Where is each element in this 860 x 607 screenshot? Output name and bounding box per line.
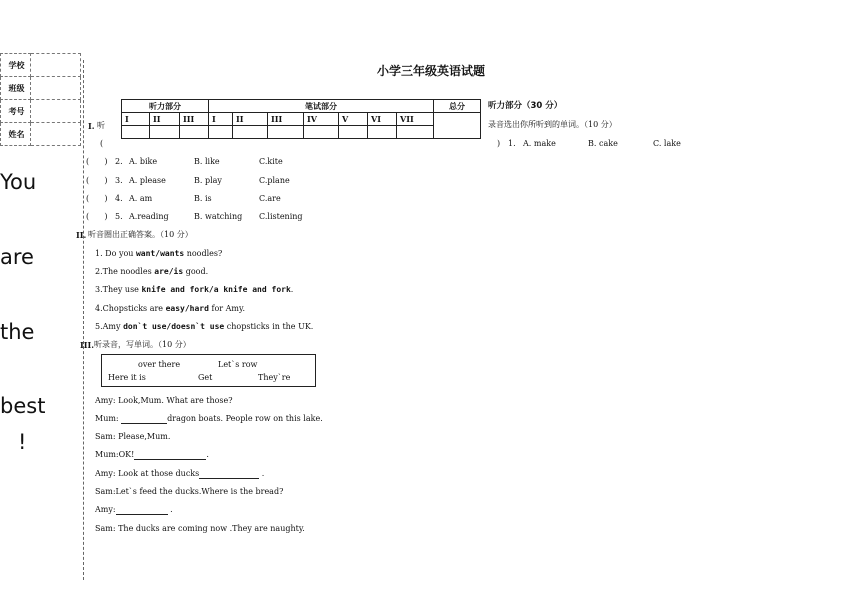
- score-cell[interactable]: [339, 126, 368, 139]
- class-label: 班级: [1, 77, 31, 100]
- col-header: VI: [368, 113, 397, 126]
- score-cell[interactable]: [268, 126, 304, 139]
- motto-word: You: [0, 170, 37, 194]
- motto-word: best: [0, 394, 46, 418]
- option-b[interactable]: B. watching: [194, 212, 243, 221]
- word-bank-word: Here it is: [108, 373, 146, 382]
- item-number: 1.: [508, 139, 516, 148]
- option-c[interactable]: C.plane: [259, 176, 290, 185]
- motto-word: the: [0, 320, 35, 344]
- listening-section-header: 听力部分（30 分）: [488, 101, 563, 111]
- option-a[interactable]: A. make: [523, 139, 556, 148]
- option-c[interactable]: C.are: [259, 194, 281, 203]
- option-a[interactable]: A. bike: [129, 157, 158, 166]
- score-cell[interactable]: [368, 126, 397, 139]
- motto-word: are: [0, 245, 34, 269]
- score-cell[interactable]: [209, 126, 233, 139]
- dialog-line: Sam: Please,Mum.: [95, 432, 171, 441]
- total-header: 总分: [434, 100, 481, 113]
- item-number: 3.: [115, 176, 123, 185]
- class-field[interactable]: [31, 77, 81, 100]
- item-paren: ( ): [86, 157, 108, 166]
- word-bank-word: over there: [138, 360, 181, 369]
- section2-item: 3.They use knife and fork/a knife and fork.: [95, 285, 294, 294]
- written-group-header: 笔试部分: [209, 100, 434, 113]
- school-label: 学校: [1, 54, 31, 77]
- score-cell[interactable]: [150, 126, 180, 139]
- student-info-table: [0, 53, 81, 146]
- listening-group-header: 听力部分: [122, 100, 209, 113]
- col-header: III: [268, 113, 304, 126]
- option-b[interactable]: B. cake: [588, 139, 618, 148]
- fill-blank[interactable]: [134, 451, 206, 460]
- section1-lead: 听: [97, 121, 105, 130]
- section3-instruction: 听录音，写单词。（10 分）: [94, 340, 191, 349]
- answer-choice[interactable]: don`t use/doesn`t use: [123, 322, 225, 331]
- col-header: VII: [397, 113, 434, 126]
- option-a[interactable]: A. please: [129, 176, 166, 185]
- section2-item: 5.Amy don`t use/doesn`t use chopsticks in the UK.: [95, 322, 314, 331]
- section2-number: II.: [76, 230, 87, 240]
- dialog-line: Sam:Let`s feed the ducks.Where is the bread?: [95, 487, 284, 496]
- fill-blank[interactable]: [116, 506, 168, 515]
- item-paren: ): [497, 139, 501, 148]
- section2-instruction: 听音圈出正确答案。（10 分）: [88, 230, 193, 239]
- option-a[interactable]: A.reading: [129, 212, 169, 221]
- score-cell[interactable]: [397, 126, 434, 139]
- item-paren: ( ): [86, 176, 108, 185]
- section1-paren: (: [100, 139, 104, 148]
- dialog-line: Amy: Look at those ducks .: [95, 469, 265, 478]
- answer-choice[interactable]: want/wants: [135, 249, 185, 258]
- col-header: II: [150, 113, 180, 126]
- dialog-line: Amy: .: [95, 505, 173, 514]
- item-number: 2.: [115, 157, 123, 166]
- dialog-line: Mum:OK! .: [95, 450, 209, 459]
- motto-word: !: [18, 430, 27, 454]
- section3-number: III.: [80, 340, 95, 350]
- option-b[interactable]: B. is: [194, 194, 212, 203]
- option-c[interactable]: C.kite: [259, 157, 283, 166]
- score-cell[interactable]: [122, 126, 150, 139]
- dialog-line: Amy: Look,Mum. What are those?: [95, 396, 233, 405]
- name-label: 姓名: [1, 123, 31, 146]
- dialog-line: Mum: dragon boats. People row on this lake.: [95, 414, 323, 423]
- score-cell[interactable]: [233, 126, 268, 139]
- score-cell[interactable]: [180, 126, 209, 139]
- section2-item: 2.The noodles are/is good.: [95, 267, 209, 276]
- total-score-cell[interactable]: [434, 113, 481, 139]
- col-header: IV: [304, 113, 339, 126]
- option-b[interactable]: B. like: [194, 157, 220, 166]
- exam-number-field[interactable]: [31, 100, 81, 123]
- section1-instruction: 录音选出你所听到的单词。（10 分）: [488, 120, 617, 129]
- option-c[interactable]: C.listening: [259, 212, 303, 221]
- option-a[interactable]: A. am: [129, 194, 153, 203]
- exam-number-label: 考号: [1, 100, 31, 123]
- word-bank-word: Let`s row: [218, 360, 258, 369]
- section2-item: 1. Do you want/wants noodles?: [95, 249, 223, 258]
- item-number: 4.: [115, 194, 123, 203]
- section1-number: I.: [88, 121, 95, 131]
- fill-blank[interactable]: [121, 415, 167, 424]
- item-paren: ( ): [86, 212, 108, 221]
- item-number: 5.: [115, 212, 123, 221]
- score-table: [121, 99, 481, 139]
- word-bank-word: They`re: [258, 373, 291, 382]
- col-header: II: [233, 113, 268, 126]
- name-field[interactable]: [31, 123, 81, 146]
- answer-choice[interactable]: are/is: [154, 267, 184, 276]
- col-header: I: [209, 113, 233, 126]
- page-title: 小学三年级英语试题: [377, 64, 486, 78]
- school-field[interactable]: [31, 54, 81, 77]
- binding-line: [83, 60, 84, 580]
- option-b[interactable]: B. play: [194, 176, 222, 185]
- col-header: III: [180, 113, 209, 126]
- section2-item: 4.Chopsticks are easy/hard for Amy.: [95, 304, 245, 313]
- score-cell[interactable]: [304, 126, 339, 139]
- col-header: V: [339, 113, 368, 126]
- answer-choice[interactable]: knife and fork/a knife and fork: [141, 285, 291, 294]
- fill-blank[interactable]: [199, 470, 259, 479]
- option-c[interactable]: C. lake: [653, 139, 681, 148]
- col-header: I: [122, 113, 150, 126]
- word-bank-word: Get: [198, 373, 213, 382]
- item-paren: ( ): [86, 194, 108, 203]
- answer-choice[interactable]: easy/hard: [165, 304, 209, 313]
- dialog-line: Sam: The ducks are coming now .They are naughty.: [95, 524, 305, 533]
